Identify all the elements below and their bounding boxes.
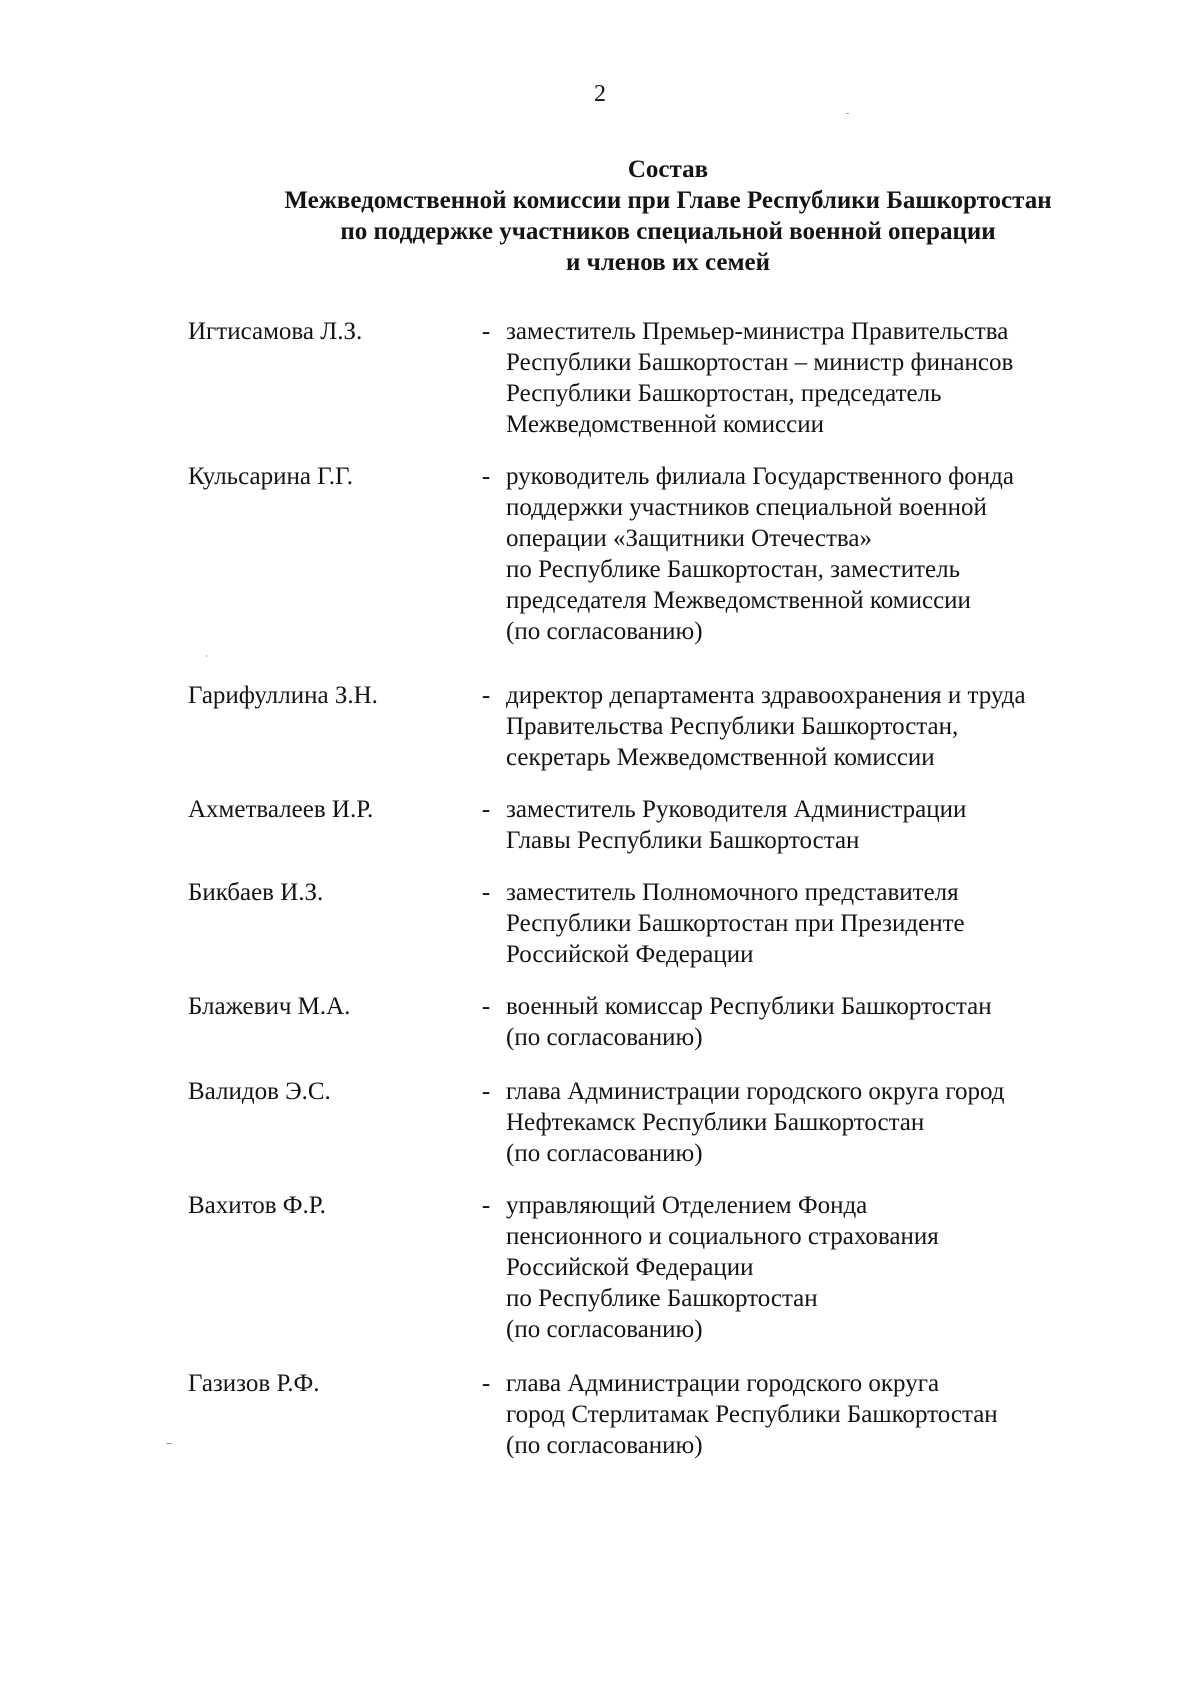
- title-line-4: и членов их семей: [565, 249, 771, 276]
- member-dash: -: [481, 1192, 491, 1219]
- member-entry: [188, 991, 1148, 1053]
- member-name: Блажевич М.А.: [188, 993, 351, 1020]
- member-role-line: глава Администрации городского округа: [506, 1370, 940, 1397]
- member-role-line: управляющий Отделением Фонда: [506, 1192, 868, 1219]
- title-line-3: по поддержке участников специальной военной операции: [340, 218, 996, 245]
- member-dash: -: [481, 1370, 491, 1397]
- member-name: Игтисамова Л.З.: [188, 318, 363, 345]
- member-role-line: Российской Федерации: [506, 941, 754, 968]
- member-entry: [188, 316, 1148, 440]
- member-role-line: поддержки участников специальной военной: [506, 494, 987, 521]
- member-role: [506, 1190, 1148, 1345]
- member-entry: [188, 1076, 1148, 1169]
- member-role: [506, 794, 1148, 856]
- member-role-line: (по согласованию): [506, 1024, 703, 1051]
- member-role-line: заместитель Премьер-министра Правительства: [506, 318, 1009, 345]
- member-role: [506, 316, 1148, 440]
- member-role: [506, 877, 1148, 970]
- member-entry: [188, 1190, 1148, 1345]
- member-name: Ахметвалеев И.Р.: [188, 796, 374, 823]
- member-role-line: заместитель Полномочного представителя: [506, 879, 959, 906]
- commission-member-list: [188, 316, 1148, 1461]
- member-dash: -: [481, 318, 491, 345]
- member-role-line: секретарь Межведомственной комиссии: [506, 744, 935, 771]
- member-entry: [188, 1368, 1148, 1461]
- member-dash: -: [481, 1078, 491, 1105]
- member-dash: -: [481, 796, 491, 823]
- member-dash: -: [481, 993, 491, 1020]
- member-role-line: Нефтекамск Республики Башкортостан: [506, 1109, 925, 1136]
- member-role: [506, 1368, 1148, 1461]
- member-role-line: Главы Республики Башкортостан: [506, 827, 860, 854]
- member-role-line: Российской Федерации: [506, 1254, 754, 1281]
- member-role-line: (по согласованию): [506, 618, 703, 645]
- document-title: [188, 154, 1148, 278]
- member-role: [506, 991, 1148, 1053]
- member-role: [506, 1076, 1148, 1169]
- scan-speck: [166, 1443, 172, 1444]
- member-entry: [188, 794, 1148, 856]
- member-role-line: операции «Защитники Отечества»: [506, 525, 873, 552]
- scan-speck: [206, 655, 207, 657]
- member-dash: -: [481, 879, 491, 906]
- member-entry: [188, 680, 1148, 773]
- member-name: Вахитов Ф.Р.: [188, 1192, 326, 1219]
- title-line-1: Состав: [627, 156, 709, 183]
- member-name: Гарифуллина З.Н.: [188, 682, 378, 709]
- member-entry: [188, 877, 1148, 970]
- member-name: Газизов Р.Ф.: [188, 1370, 320, 1397]
- member-role-line: (по согласованию): [506, 1316, 703, 1343]
- member-role-line: Республики Башкортостан при Президенте: [506, 910, 965, 937]
- member-role-line: Республики Башкортостан, председатель: [506, 380, 942, 407]
- member-role-line: Межведомственной комиссии: [506, 411, 824, 438]
- member-role: [506, 461, 1148, 647]
- title-line-2: Межведомственной комиссии при Главе Республики Башкортостан: [284, 187, 1052, 214]
- member-name: Бикбаев И.З.: [188, 879, 324, 906]
- member-role-line: по Республике Башкортостан: [506, 1285, 818, 1312]
- member-role-line: пенсионного и социального страхования: [506, 1223, 939, 1250]
- member-entry: [188, 461, 1148, 647]
- member-role-line: по Республике Башкортостан, заместитель: [506, 556, 960, 583]
- member-role-line: (по согласованию): [506, 1432, 703, 1459]
- member-role-line: город Стерлитамак Республики Башкортостан: [506, 1401, 998, 1428]
- member-role-line: глава Администрации городского округа город: [506, 1078, 1005, 1105]
- member-dash: -: [481, 463, 491, 490]
- member-role-line: руководитель филиала Государственного фонда: [506, 463, 1014, 490]
- member-role: [506, 680, 1148, 773]
- member-role-line: (по согласованию): [506, 1140, 703, 1167]
- member-name: Кульсарина Г.Г.: [188, 463, 353, 490]
- member-role-line: военный комиссар Республики Башкортостан: [506, 993, 992, 1020]
- member-role-line: Правительства Республики Башкортостан,: [506, 713, 959, 740]
- member-role-line: директор департамента здравоохранения и труда: [506, 682, 1026, 709]
- member-dash: -: [481, 682, 491, 709]
- member-role-line: председателя Межведомственной комиссии: [506, 587, 971, 614]
- page-number: 2: [594, 81, 606, 107]
- scan-speck: [846, 113, 849, 114]
- member-role-line: заместитель Руководителя Администрации: [506, 796, 967, 823]
- member-name: Валидов Э.С.: [188, 1078, 331, 1105]
- member-role-line: Республики Башкортостан – министр финансов: [506, 349, 1014, 376]
